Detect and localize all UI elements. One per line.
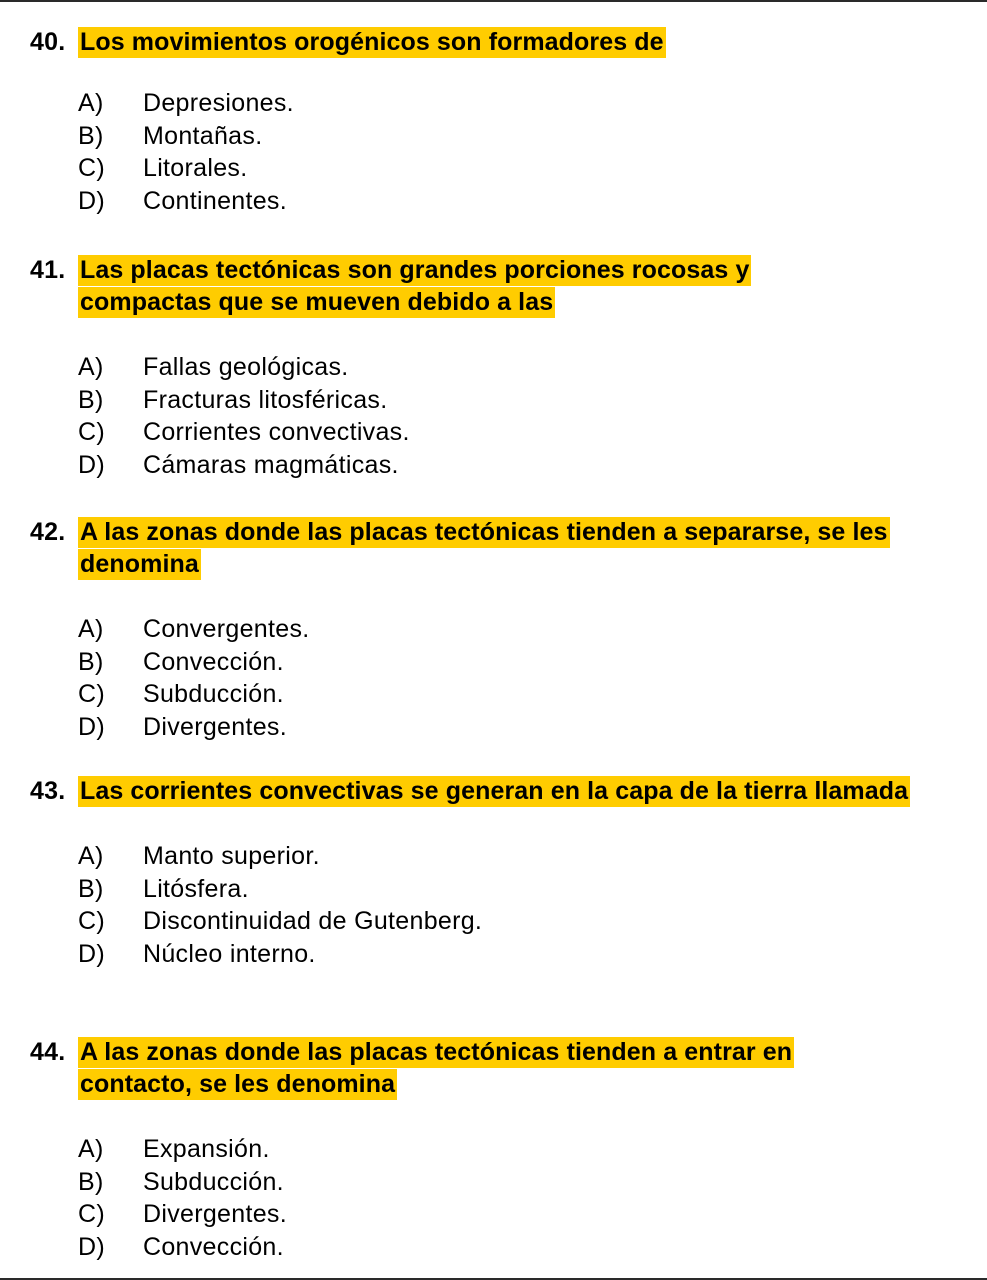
option-letter: D)	[78, 1232, 105, 1261]
question-prompt	[78, 26, 758, 58]
option-letter: C)	[78, 680, 105, 708]
option-c[interactable]	[78, 1198, 960, 1231]
option-text: Núcleo interno.	[143, 939, 316, 968]
question-prompt	[78, 516, 958, 580]
option-text: Fallas geológicas.	[143, 353, 349, 381]
option-b[interactable]	[78, 873, 960, 906]
highlighted-prompt: Los movimientos orogénicos son formadores de	[80, 28, 664, 56]
question-header	[30, 775, 960, 807]
question-number: 43.	[30, 777, 66, 805]
option-letter: A)	[78, 1135, 104, 1163]
option-letter: C)	[78, 154, 105, 182]
option-letter: A)	[78, 89, 104, 117]
question-header	[30, 254, 960, 318]
answer-options	[78, 87, 960, 217]
question-40	[30, 26, 960, 217]
option-c[interactable]	[78, 905, 960, 938]
question-44	[30, 1036, 960, 1263]
option-b[interactable]	[78, 384, 960, 417]
question-number: 40.	[30, 28, 66, 56]
option-text: Cámaras magmáticas.	[143, 450, 399, 479]
highlighted-prompt: Las placas tectónicas son grandes porciones rocosas y compactas que se mueven debido a las	[80, 256, 750, 316]
option-c[interactable]	[78, 678, 960, 711]
option-d[interactable]	[78, 1231, 960, 1264]
option-letter: D)	[78, 939, 105, 968]
option-text: Depresiones.	[143, 89, 294, 117]
question-43	[30, 775, 960, 970]
option-letter: B)	[78, 1167, 104, 1196]
question-header	[30, 1036, 960, 1100]
question-number: 42.	[30, 518, 66, 546]
question-header	[30, 516, 960, 580]
option-text: Convección.	[143, 1232, 284, 1261]
option-a[interactable]	[78, 613, 960, 646]
question-number: 44.	[30, 1038, 66, 1066]
highlighted-prompt: Las corrientes convectivas se generan en la capa de la tierra llamada	[80, 777, 909, 805]
question-41	[30, 254, 960, 481]
option-text: Litósfera.	[143, 874, 249, 903]
option-d[interactable]	[78, 938, 960, 971]
option-b[interactable]	[78, 646, 960, 679]
option-a[interactable]	[78, 1133, 960, 1166]
option-letter: B)	[78, 647, 104, 676]
question-42	[30, 516, 960, 743]
option-text: Subducción.	[143, 680, 284, 708]
option-a[interactable]	[78, 351, 960, 384]
question-prompt	[78, 254, 868, 318]
option-text: Litorales.	[143, 154, 248, 182]
option-a[interactable]	[78, 87, 960, 120]
option-letter: D)	[78, 450, 105, 479]
option-c[interactable]	[78, 416, 960, 449]
option-text: Fracturas litosféricas.	[143, 385, 388, 414]
option-letter: D)	[78, 712, 105, 741]
highlighted-prompt: A las zonas donde las placas tectónicas tienden a separarse, se les denomina	[80, 518, 888, 578]
answer-options	[78, 613, 960, 743]
option-c[interactable]	[78, 152, 960, 185]
option-d[interactable]	[78, 711, 960, 744]
option-text: Manto superior.	[143, 842, 320, 870]
option-letter: B)	[78, 121, 104, 150]
option-a[interactable]	[78, 840, 960, 873]
option-letter: C)	[78, 1200, 105, 1228]
option-letter: B)	[78, 874, 104, 903]
option-text: Corrientes convectivas.	[143, 418, 410, 446]
option-letter: A)	[78, 353, 104, 381]
option-letter: D)	[78, 186, 105, 215]
option-b[interactable]	[78, 1166, 960, 1199]
top-border	[0, 0, 987, 2]
answer-options	[78, 1133, 960, 1263]
option-text: Subducción.	[143, 1167, 284, 1196]
answer-options	[78, 351, 960, 481]
option-letter: C)	[78, 418, 105, 446]
question-prompt	[78, 1036, 898, 1100]
highlighted-prompt: A las zonas donde las placas tectónicas tienden a entrar en contacto, se les denomina	[80, 1038, 793, 1098]
option-b[interactable]	[78, 120, 960, 153]
option-text: Discontinuidad de Gutenberg.	[143, 907, 483, 935]
option-text: Continentes.	[143, 186, 287, 215]
option-letter: A)	[78, 842, 104, 870]
question-header	[30, 26, 960, 58]
answer-options	[78, 840, 960, 970]
option-letter: C)	[78, 907, 105, 935]
option-d[interactable]	[78, 449, 960, 482]
question-number: 41.	[30, 256, 66, 284]
option-text: Divergentes.	[143, 1200, 287, 1228]
option-text: Divergentes.	[143, 712, 287, 741]
option-text: Convergentes.	[143, 615, 310, 643]
option-letter: B)	[78, 385, 104, 414]
option-letter: A)	[78, 615, 104, 643]
question-prompt	[78, 775, 918, 807]
option-d[interactable]	[78, 185, 960, 218]
option-text: Expansión.	[143, 1135, 270, 1163]
option-text: Montañas.	[143, 121, 263, 150]
option-text: Convección.	[143, 647, 284, 676]
